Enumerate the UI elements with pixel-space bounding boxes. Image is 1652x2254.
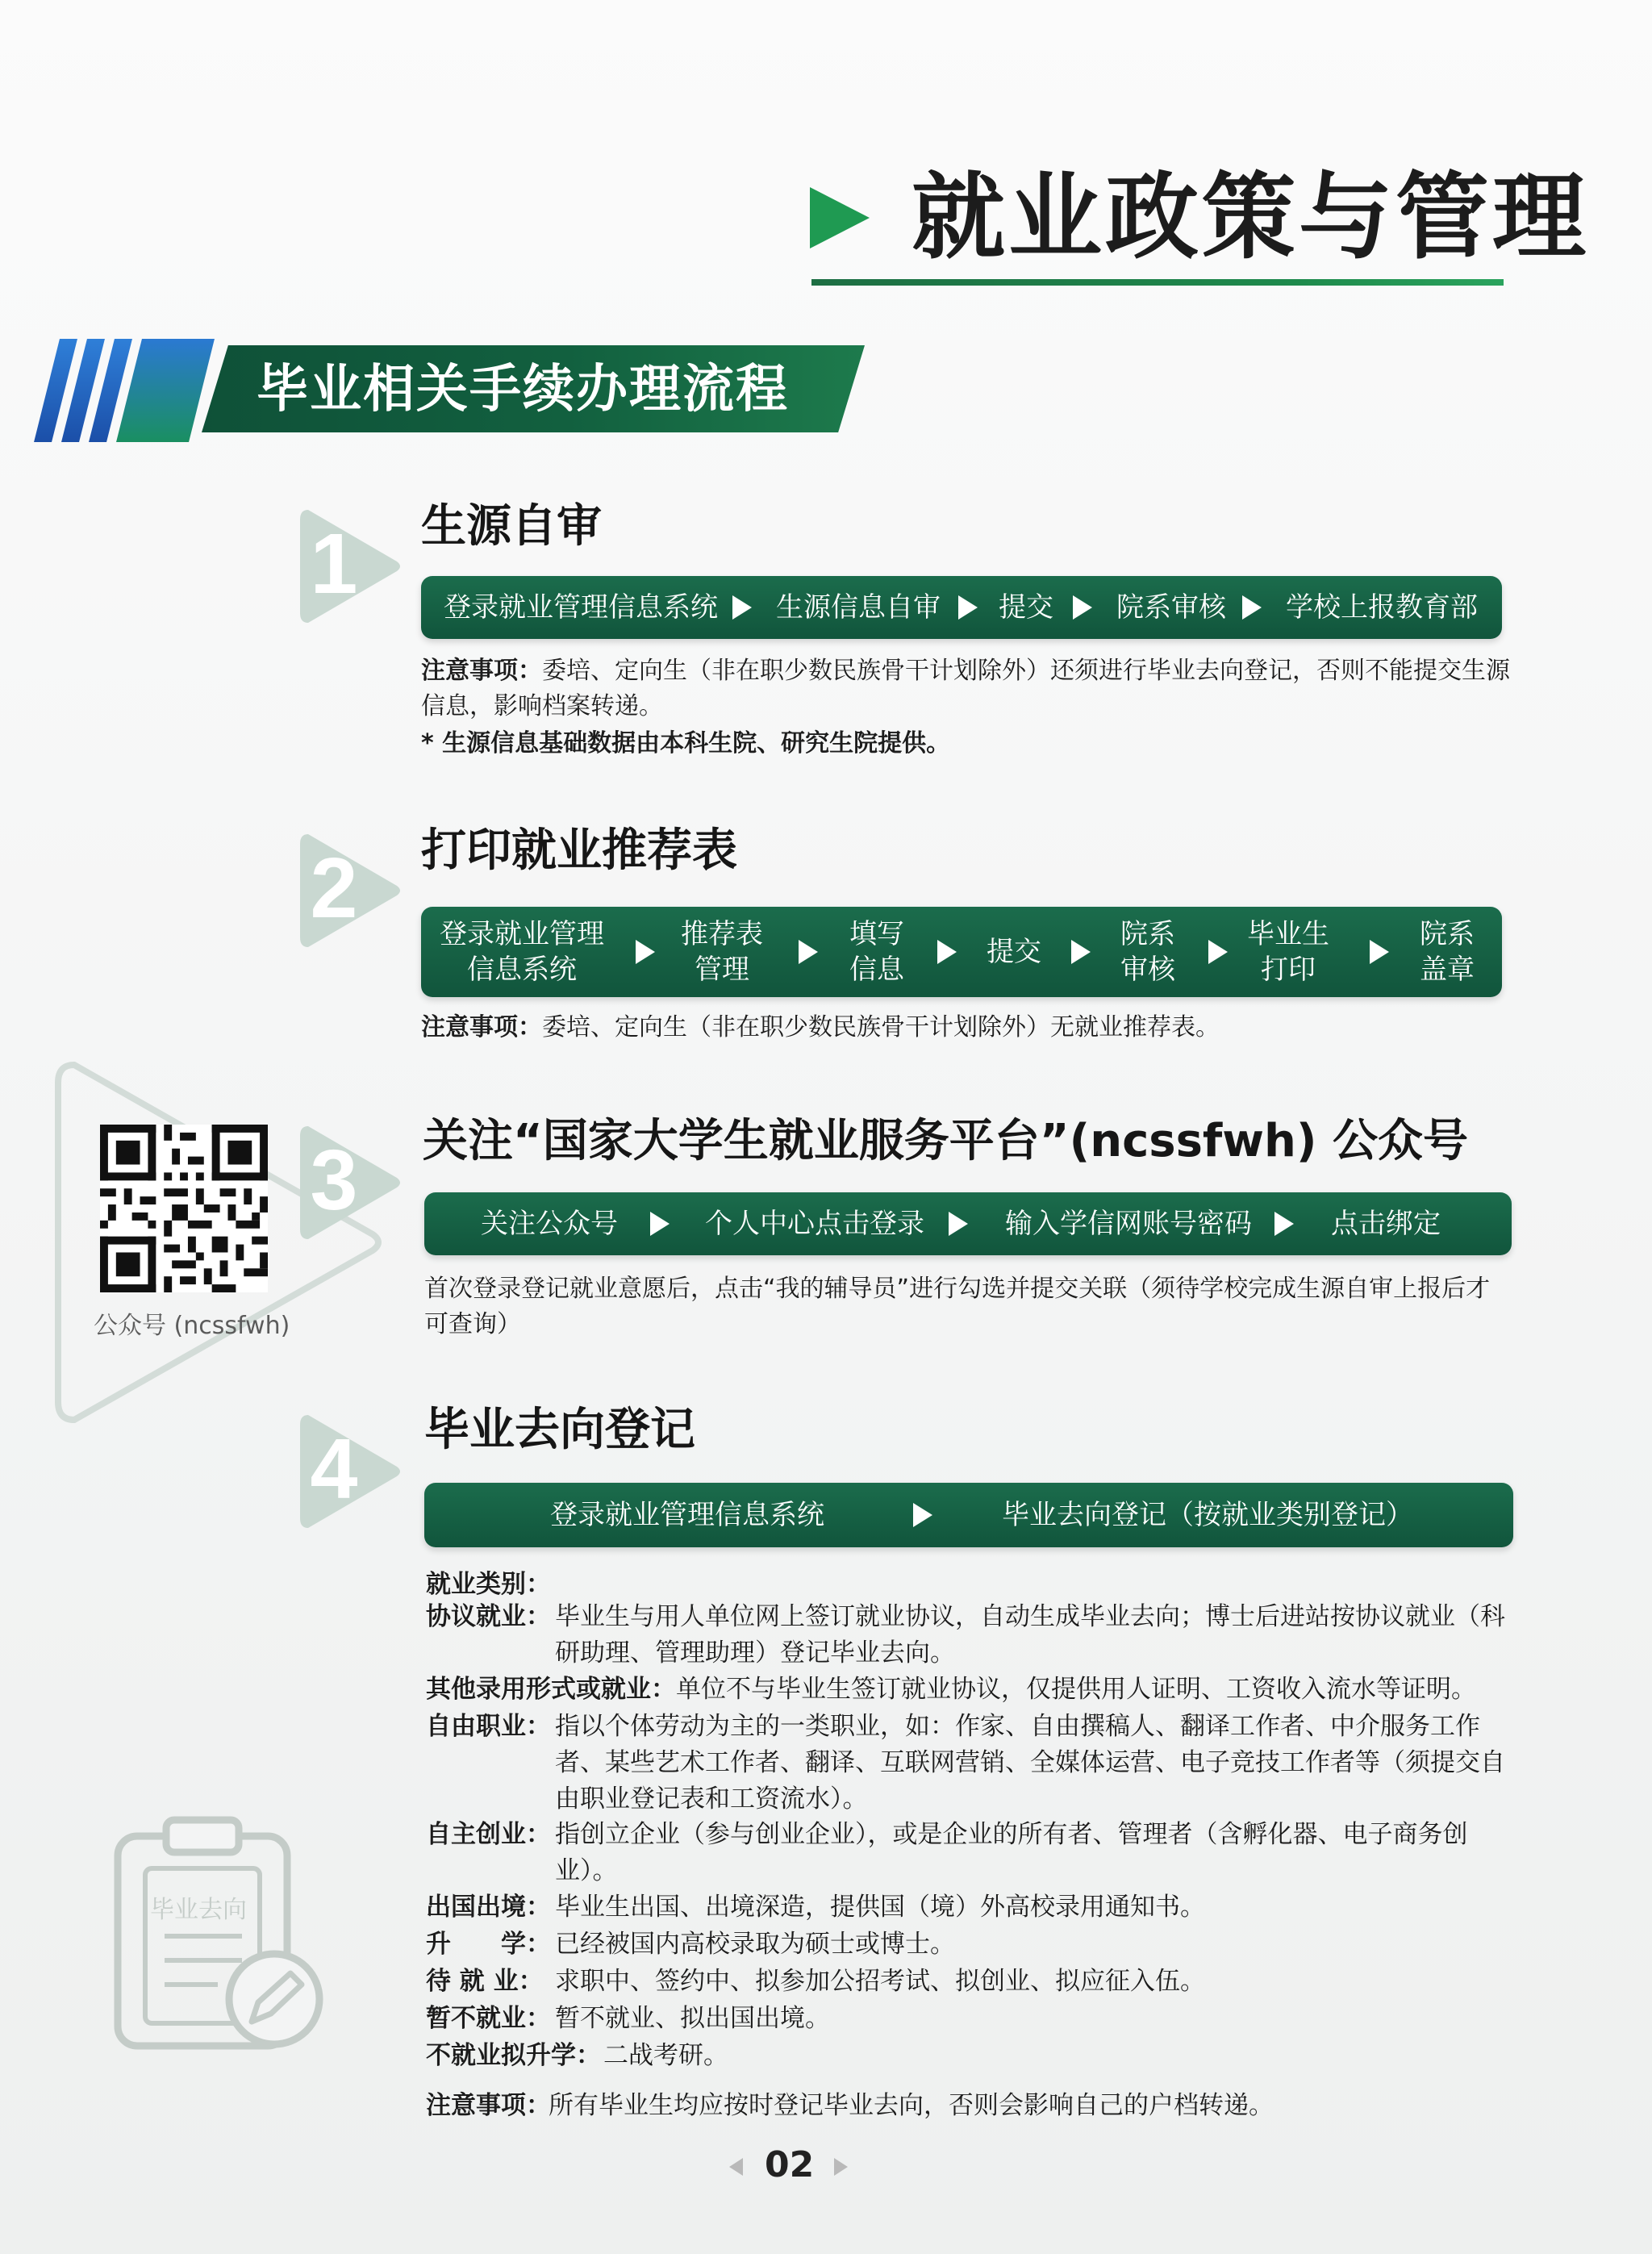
- step-4-number: 4: [310, 1421, 358, 1517]
- category-text: 毕业生出国、出境深造，提供国（境）外高校录用通知书。: [555, 1893, 1205, 1922]
- flow-item: 毕业去向登记（按就业类别登记）: [1002, 1499, 1413, 1531]
- flow-item: 输入学信网账号密码: [1005, 1208, 1252, 1240]
- step-3-badge: [294, 1118, 407, 1247]
- flow-item: 提交: [987, 936, 1041, 968]
- flow-item: 个人中心点击登录: [705, 1208, 924, 1240]
- qr-caption: 公众号 (ncssfwh): [94, 1312, 290, 1340]
- step-3-note: 首次登录登记就业意愿后，点击“我的辅导员”进行勾选并提交关联（须待学校完成生源自审上报后才可查询）: [424, 1275, 1491, 1338]
- step-1-badge: [294, 502, 407, 631]
- flow-item: 推荐表 管理: [681, 918, 763, 986]
- category-row: [426, 1817, 1523, 1889]
- note-text: 委培、定向生（非在职少数民族骨干计划除外）还须进行毕业去向登记，否则不能提交生源信息，影响档案转递。: [421, 657, 1510, 720]
- flow-arrow-icon: [1370, 940, 1389, 964]
- flow-arrow-icon: [1073, 595, 1092, 620]
- category-row: [426, 1709, 1523, 1818]
- category-label: 升 学：: [426, 1930, 551, 1959]
- flow-item: 提交: [999, 591, 1053, 624]
- prev-page-icon: [729, 2158, 743, 2176]
- flow-item: 院系 审核: [1120, 918, 1175, 986]
- category-text: 毕业生与用人单位网上签订就业协议，自动生成毕业去向；博士后进站按协议就业（科研助理、管理助理）登记毕业去向。: [555, 1602, 1505, 1668]
- flow-arrow-icon: [650, 1212, 670, 1236]
- step-1-flow: [421, 576, 1502, 639]
- category-text: 二战考研。: [603, 2041, 728, 2070]
- flow-arrow-icon: [799, 940, 818, 964]
- category-text: 已经被国内高校录取为硕士或博士。: [555, 1930, 955, 1959]
- step-1-note: [421, 653, 1510, 724]
- step-1-title: 生源自审: [421, 500, 602, 553]
- note-label: 注意事项：: [426, 2091, 551, 2120]
- flow-item: 登录就业管理信息系统: [444, 591, 718, 624]
- flow-item: 生源信息自审: [776, 591, 941, 624]
- flow-arrow-icon: [1242, 595, 1262, 620]
- flow-arrow-icon: [958, 595, 978, 620]
- flow-item: 学校上报教育部: [1286, 591, 1478, 624]
- step-2-title: 打印就业推荐表: [421, 824, 737, 877]
- flow-item: 关注公众号: [481, 1208, 618, 1240]
- flow-arrow-icon: [937, 940, 957, 964]
- category-label: 自由职业：: [426, 1712, 551, 1741]
- flow-arrow-icon: [732, 595, 752, 620]
- category-text: 指以个体劳动为主的一类职业，如：作家、自由撰稿人、翻译工作者、中介服务工作者、某些艺术工作者、翻译、互联网营销、全媒体运营、电子竞技工作者等（须提交自由职业登记表和工资流水）。: [555, 1712, 1505, 1814]
- category-text: 指创立企业（参与创业企业），或是企业的所有者、管理者（含孵化器、电子商务创业）。: [555, 1820, 1468, 1885]
- flow-item: 登录就业管理 信息系统: [440, 918, 604, 986]
- qr-code-icon: [100, 1125, 268, 1292]
- flow-arrow-icon: [636, 940, 655, 964]
- note-text: 所有毕业生均应按时登记毕业去向，否则会影响自己的户档转递。: [549, 2091, 1274, 2120]
- step-2-badge: [294, 826, 407, 955]
- page-title: 就业政策与管理: [912, 163, 1589, 272]
- flow-item: 填写 信息: [849, 918, 904, 986]
- clipboard-label: 毕业去向: [150, 1896, 247, 1924]
- step-3-title: 关注“国家大学生就业服务平台”(ncssfwh) 公众号: [423, 1115, 1468, 1167]
- flow-item: 登录就业管理信息系统: [550, 1499, 824, 1531]
- category-text: 求职中、签约中、拟参加公招考试、拟创业、拟应征入伍。: [555, 1967, 1205, 1996]
- flow-item: 点击绑定: [1331, 1208, 1441, 1240]
- category-label: 其他录用形式或就业：: [426, 1675, 676, 1704]
- note-text: 委培、定向生（非在职少数民族骨干计划除外）无就业推荐表。: [542, 1013, 1220, 1041]
- clipboard-pen-icon: [113, 1815, 339, 2077]
- step-4-title: 毕业去向登记: [424, 1404, 695, 1456]
- categories-heading: 就业类别：: [426, 1570, 551, 1599]
- step-3-flow: [424, 1192, 1512, 1255]
- step-2-flow: [421, 907, 1502, 997]
- title-underline: [811, 279, 1504, 286]
- title-play-icon: [810, 187, 870, 248]
- flow-arrow-icon: [1208, 940, 1228, 964]
- flow-item: 院系审核: [1116, 591, 1226, 624]
- category-text: 单位不与毕业生签订就业协议，仅提供用人证明、工资收入流水等证明。: [676, 1675, 1476, 1704]
- flow-item: 毕业生 打印: [1247, 918, 1329, 986]
- category-label: 协议就业：: [426, 1602, 551, 1631]
- step-3-number: 3: [310, 1133, 358, 1228]
- category-label: 自主创业：: [426, 1820, 551, 1849]
- next-page-icon: [834, 2158, 848, 2176]
- flow-arrow-icon: [1071, 940, 1091, 964]
- category-label: 待 就 业：: [426, 1967, 544, 1996]
- section-title: 毕业相关手续办理流程: [257, 360, 789, 419]
- category-label: 出国出境：: [426, 1893, 551, 1922]
- step-2-number: 2: [310, 841, 358, 936]
- page-number: 02: [765, 2144, 815, 2185]
- category-text: 暂不就业、拟出国出境。: [555, 2004, 830, 2033]
- category-label: 不就业拟升学：: [426, 2041, 601, 2070]
- step-2-note: [421, 1010, 1510, 1046]
- flow-arrow-icon: [949, 1212, 968, 1236]
- flow-item: 院系 盖章: [1420, 918, 1475, 986]
- step-4-badge: [294, 1407, 407, 1536]
- note-label: 注意事项：: [421, 1013, 542, 1041]
- step-1-note-extra: * 生源信息基础数据由本科生院、研究生院提供。: [421, 729, 951, 758]
- category-label: 暂不就业：: [426, 2004, 551, 2033]
- flow-arrow-icon: [1274, 1212, 1294, 1236]
- step-1-number: 1: [310, 516, 358, 612]
- step-4-flow: [424, 1483, 1513, 1547]
- flow-arrow-icon: [913, 1503, 932, 1527]
- note-label: 注意事项：: [421, 657, 542, 685]
- category-row: [426, 1599, 1523, 1672]
